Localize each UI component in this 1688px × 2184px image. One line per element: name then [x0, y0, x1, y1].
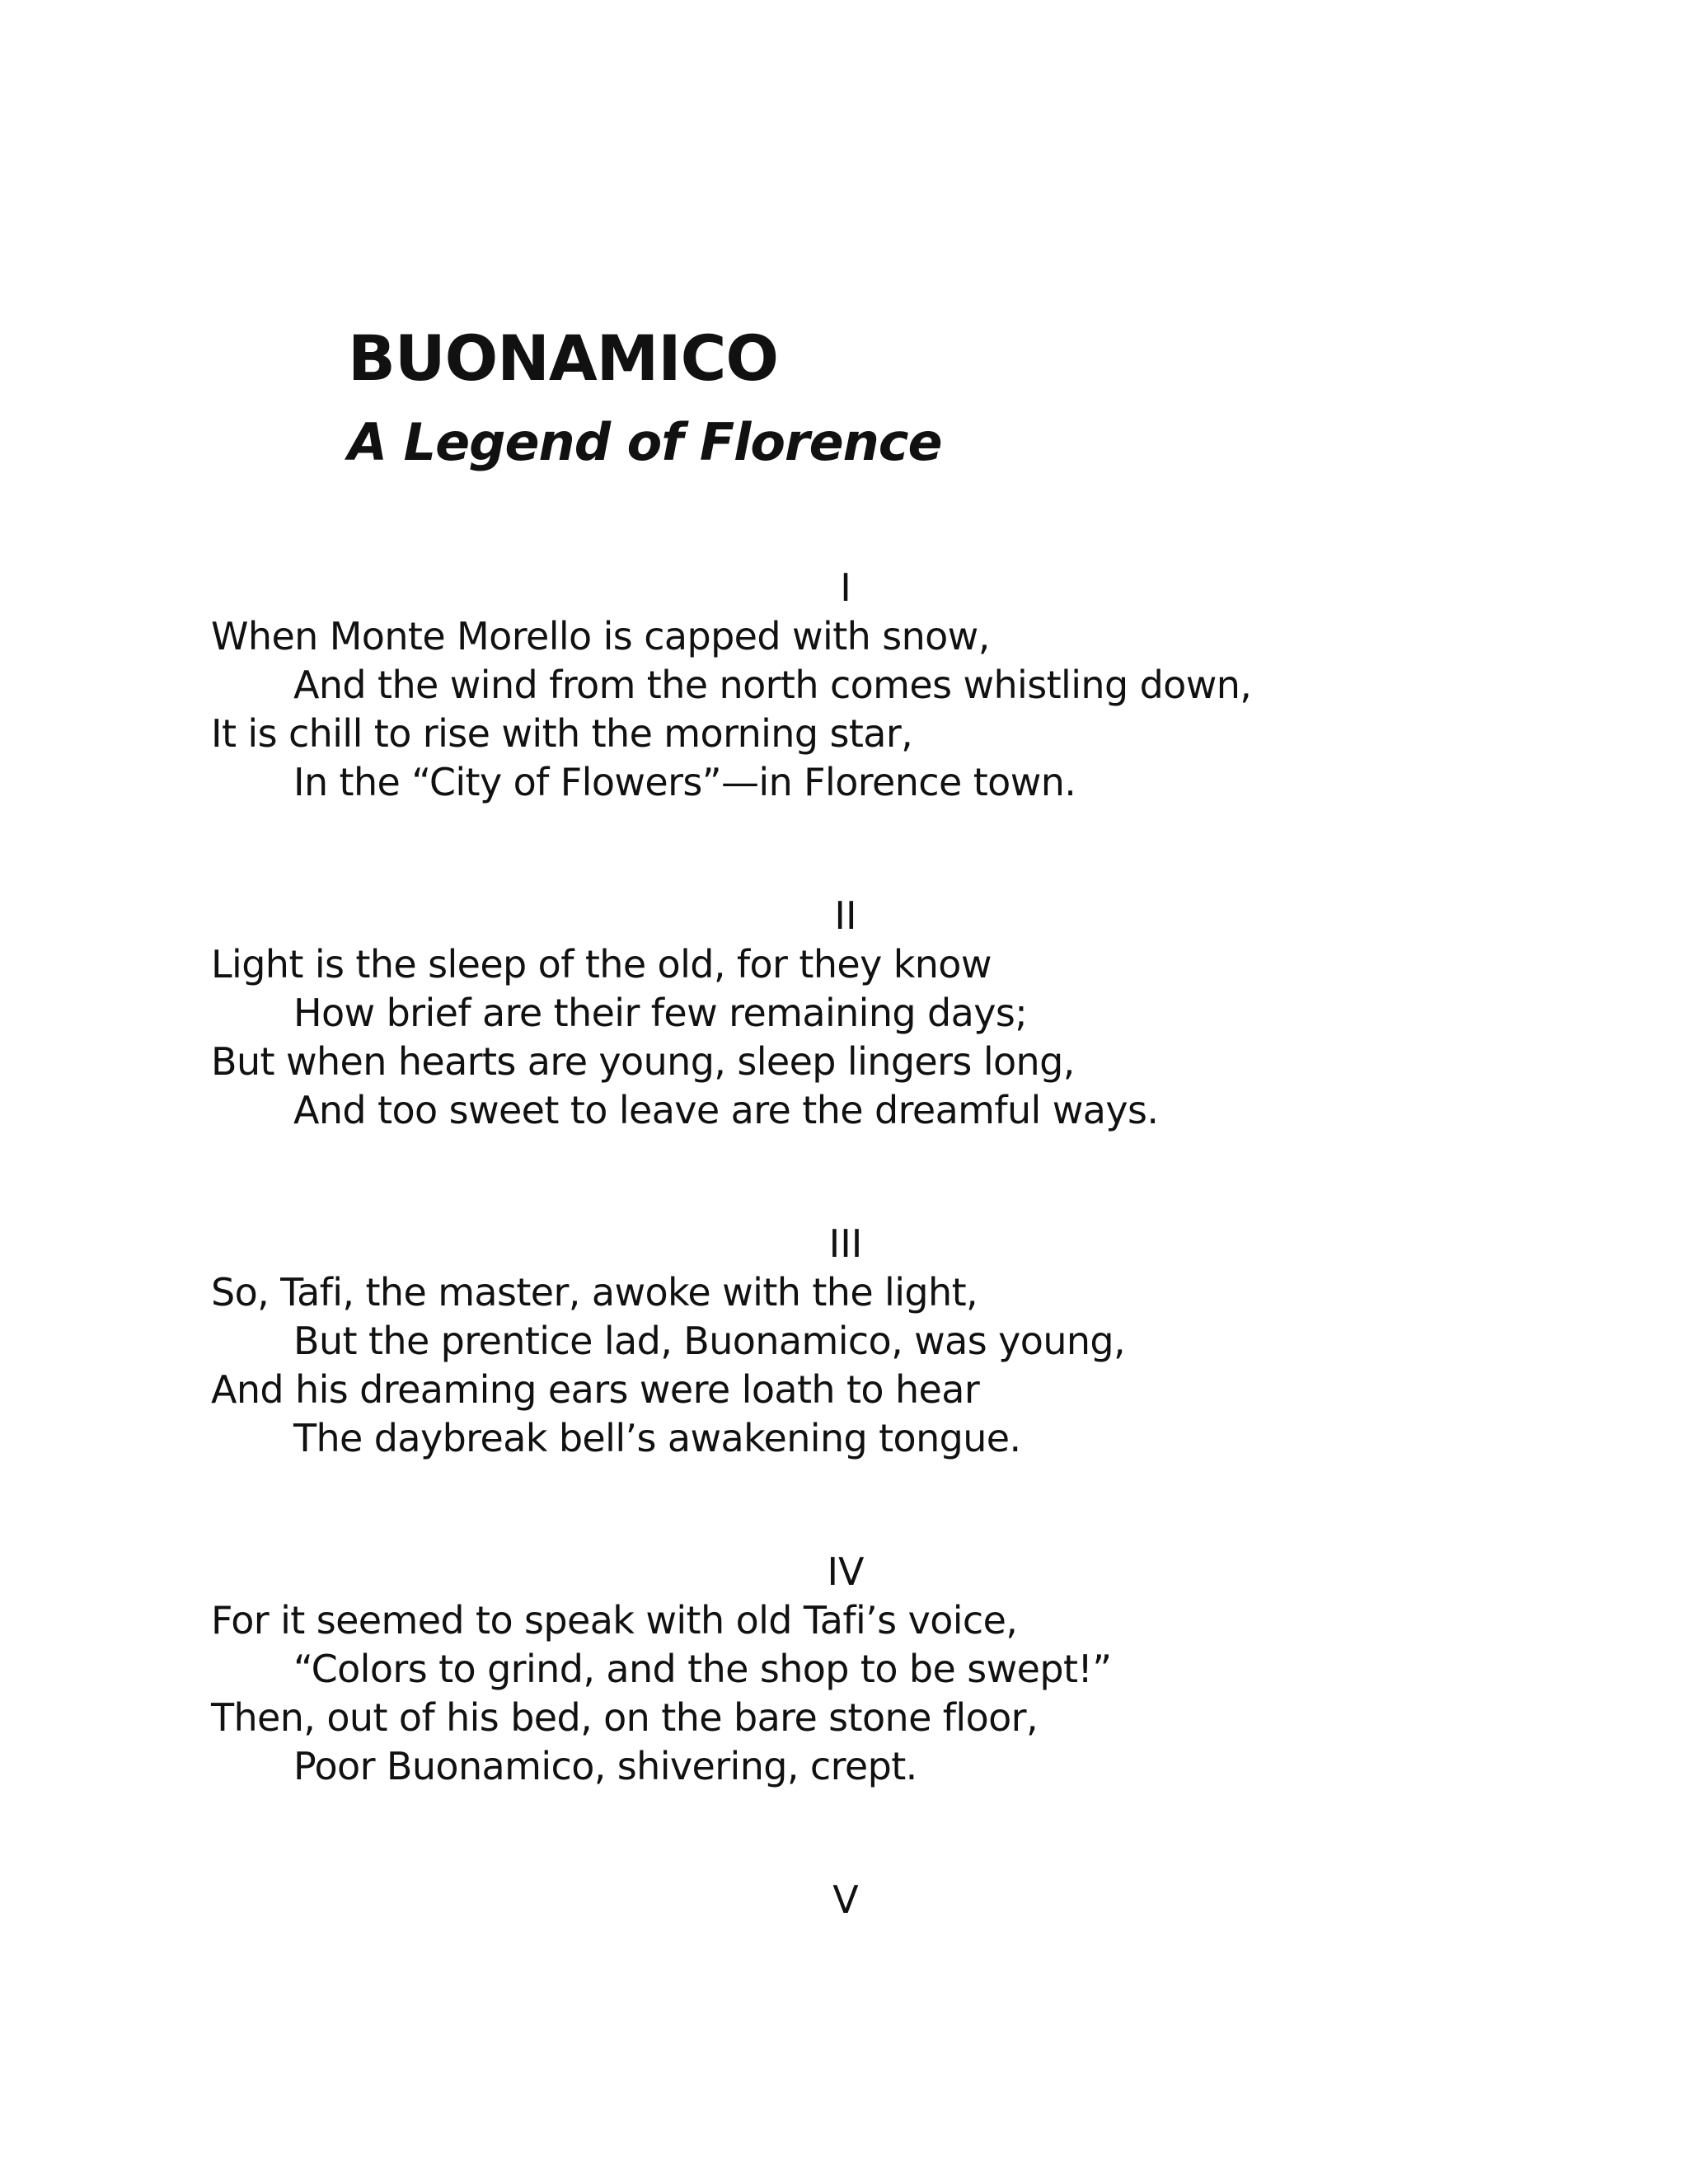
stanza-lines: [211, 612, 1251, 807]
stanza-numeral: I: [840, 565, 851, 610]
stanza-lines: [211, 1596, 1111, 1791]
verse-line: But the prentice lad, Buonamico, was young,: [293, 1319, 1126, 1363]
verse-line: “Colors to grind, and the shop to be swept!”: [293, 1647, 1112, 1691]
verse-line: So, Tafi, the master, awoke with the light,: [211, 1270, 978, 1315]
verse-line: For it seemed to speak with old Tafi’s voice,: [211, 1598, 1018, 1643]
stanza-numeral: IV: [827, 1549, 865, 1594]
verse-line: It is chill to rise with the morning star,: [211, 711, 913, 756]
verse-line: And too sweet to leave are the dreamful ways.: [293, 1088, 1159, 1132]
stanza-numeral: V: [832, 1877, 859, 1922]
verse-line: Then, out of his bed, on the bare stone floor,: [211, 1695, 1038, 1740]
stanza-lines: [211, 940, 1158, 1135]
verse-line: How brief are their few remaining days;: [293, 991, 1028, 1035]
verse-line: Light is the sleep of the old, for they know: [211, 942, 992, 987]
stanza-numeral: III: [828, 1221, 863, 1266]
verse-line: When Monte Morello is capped with snow,: [211, 614, 990, 658]
poem-subtitle: A Legend of Florence: [348, 412, 942, 472]
poem-title: BUONAMICO: [348, 321, 778, 395]
stanza-numeral: II: [834, 893, 857, 938]
verse-line: Poor Buonamico, shivering, crept.: [293, 1744, 917, 1788]
verse-line: In the “City of Flowers”—in Florence town.: [293, 760, 1076, 804]
verse-line: The daybreak bell’s awakening tongue.: [293, 1416, 1021, 1460]
verse-line: And his dreaming ears were loath to hear: [211, 1367, 980, 1412]
verse-line: But when hearts are young, sleep lingers long,: [211, 1039, 1075, 1084]
verse-line: And the wind from the north comes whistling down,: [293, 663, 1252, 707]
stanza-lines: [211, 1268, 1125, 1463]
